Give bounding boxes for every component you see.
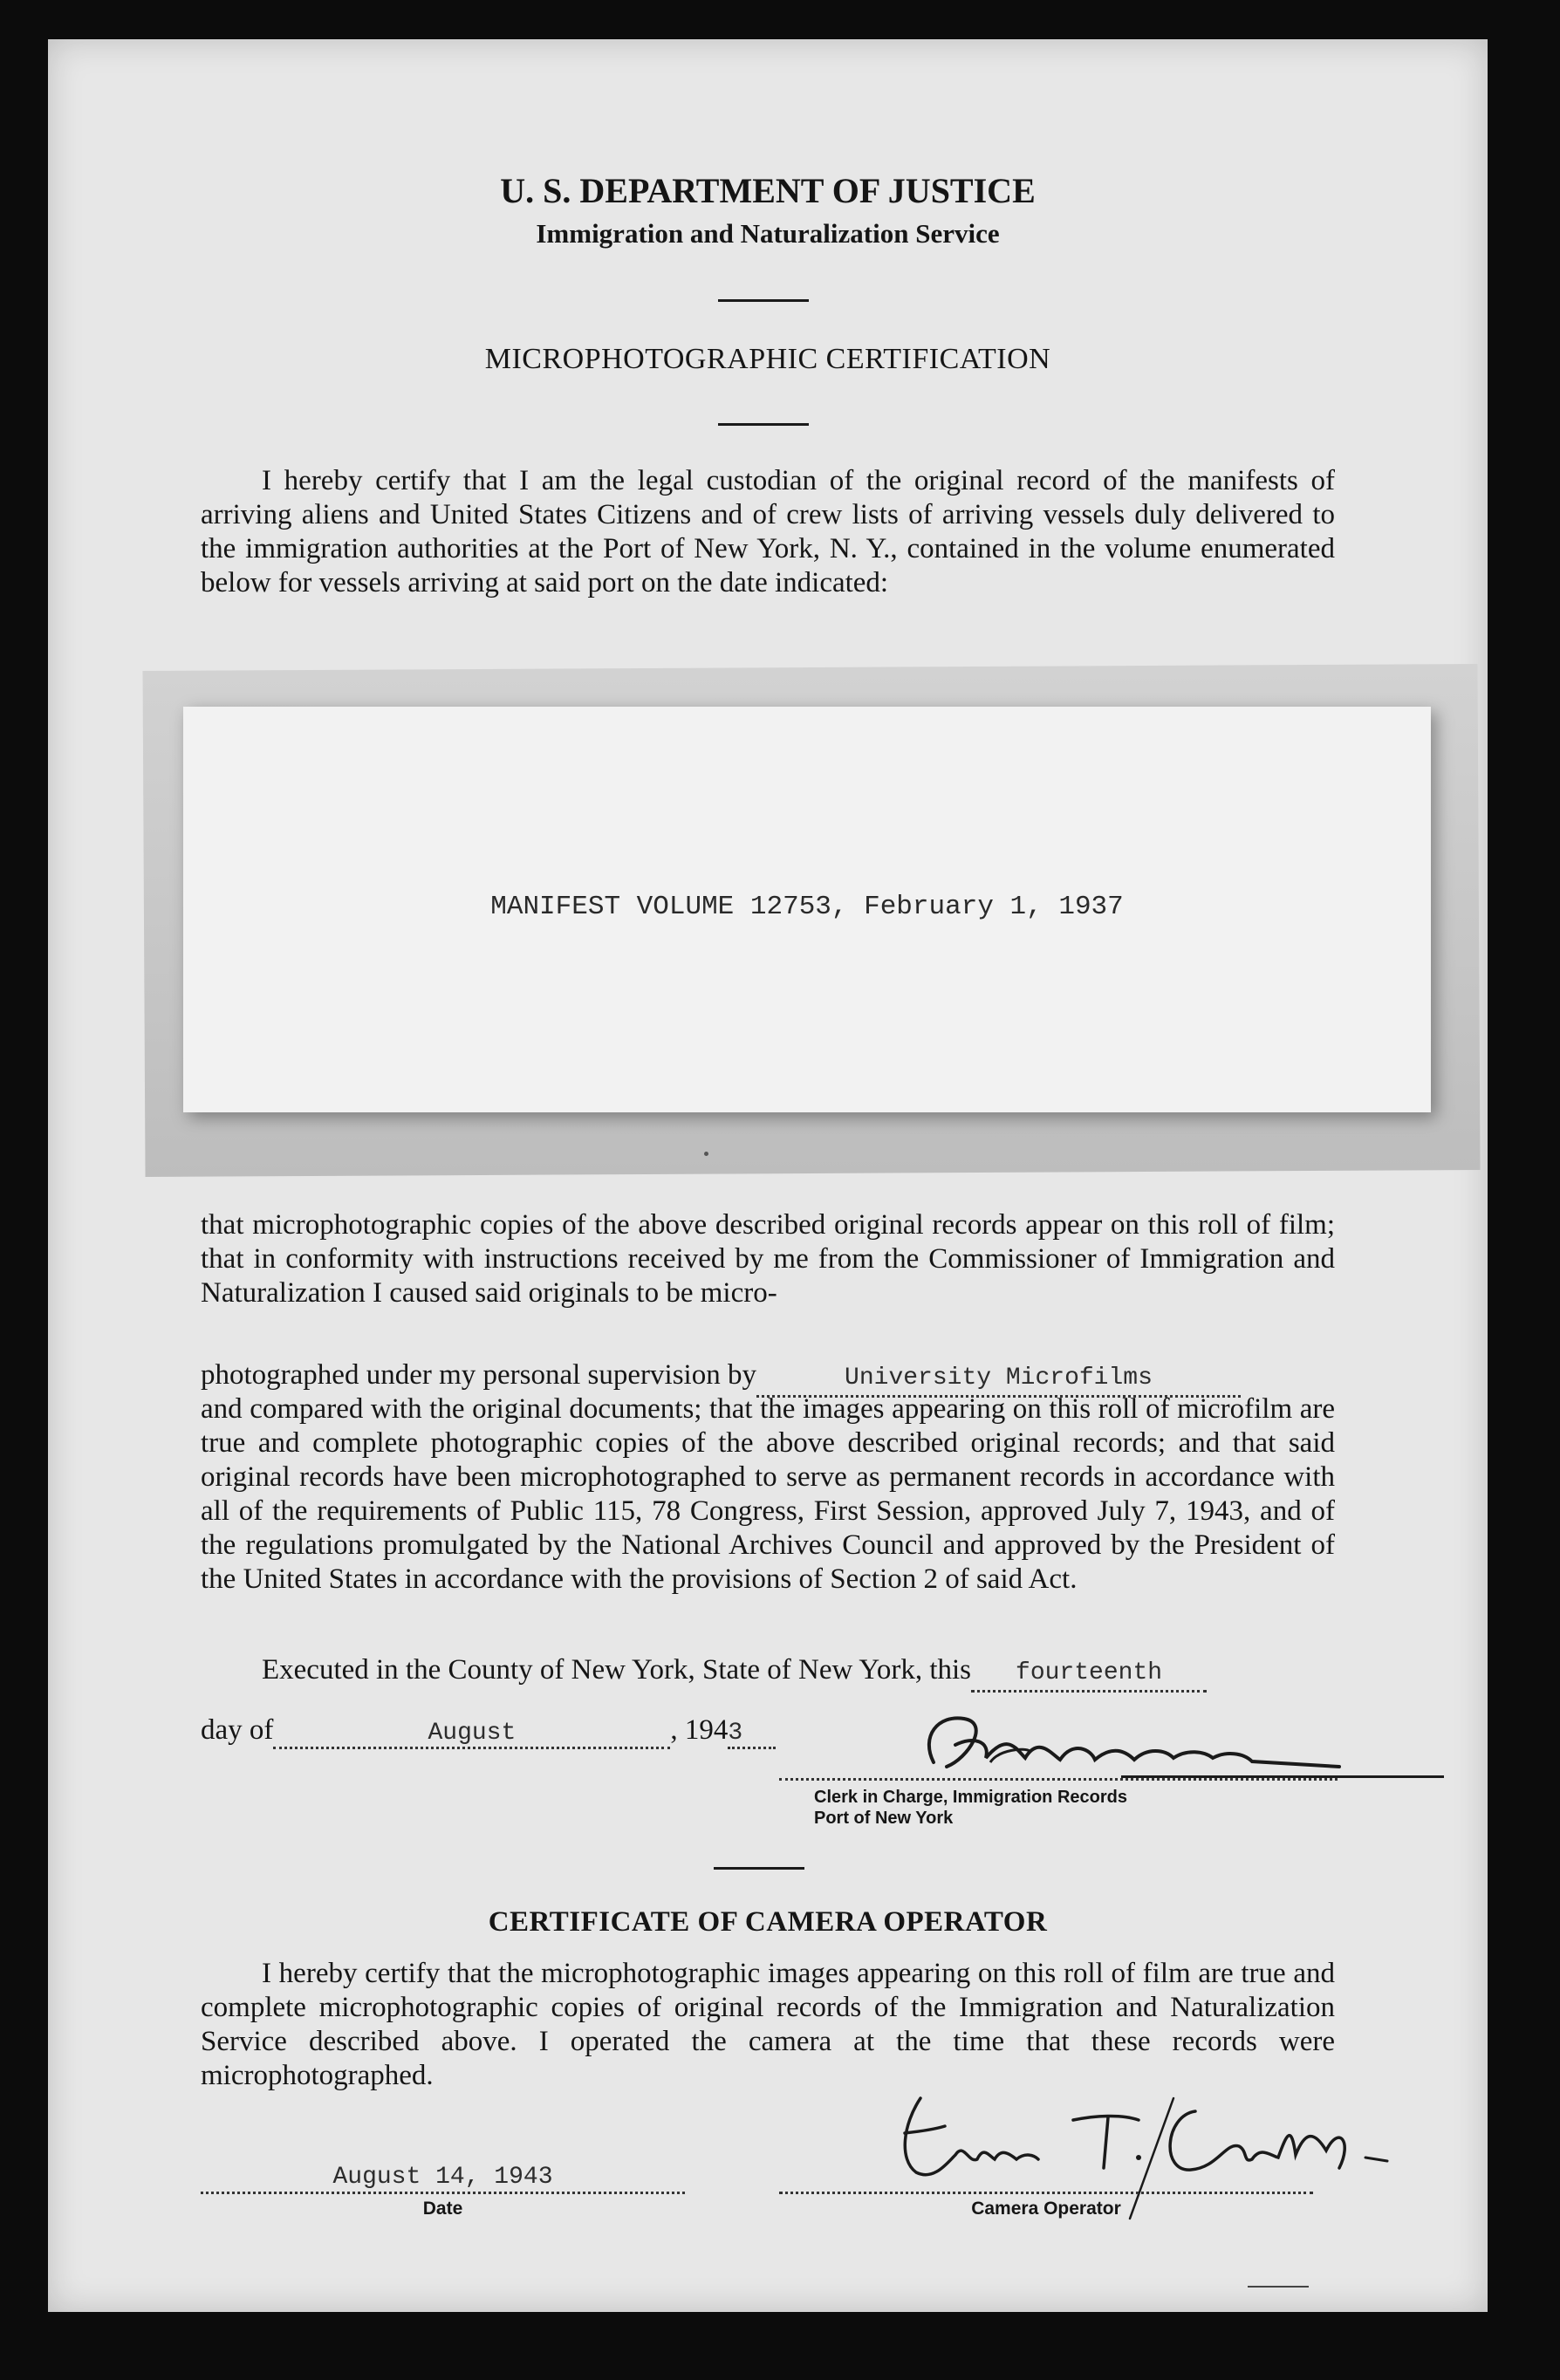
intro-text: I hereby certify that I am the legal custodian of the original record of the manifests of arriving aliens and United States Citizens and of crew lists of arriving vessels duly delivered to the immigration authorities at the Port of New York, N. Y., contained in the volume enumerated below for vessels arriving at said port on the date indicated: (201, 465, 1335, 598)
camera-operator-label: Camera Operator (971, 2199, 1121, 2219)
day-of-line (201, 1714, 776, 1749)
intro-paragraph (201, 464, 1335, 600)
clerk-title-line1: Clerk in Charge, Immigration Records (814, 1788, 1127, 1807)
manifest-slip (183, 707, 1431, 1112)
manifest-volume-text: MANIFEST VOLUME 12753, February 1, 1937 (490, 892, 1124, 922)
execution-day-field: fourteenth (971, 1656, 1207, 1693)
execution-year-field: 3 (728, 1720, 776, 1749)
camera-certificate-title: CERTIFICATE OF CAMERA OPERATOR (488, 1906, 1048, 1938)
date-label: Date (422, 2199, 463, 2219)
clerk-title (814, 1787, 1127, 1829)
divider-rule (718, 423, 809, 426)
body-text-part1: that microphotographic copies of the above described original records appear on this roll of film; that in conformity with instructions received by me from the Commissioner of Immigration and Naturalization I caused said originals to be micro- (201, 1209, 1335, 1309)
document-page (48, 39, 1488, 2312)
certification-title: MICROPHOTOGRAPHIC CERTIFICATION (484, 343, 1051, 375)
clerk-title-line2: Port of New York (814, 1809, 954, 1828)
department-heading: U. S. DEPARTMENT OF JUSTICE (500, 171, 1036, 210)
stray-mark (1248, 2286, 1309, 2288)
divider-rule (718, 299, 809, 302)
supervisor-field: University Microfilms (756, 1361, 1241, 1398)
body-paragraph (201, 1208, 1335, 1310)
speck-mark (704, 1152, 708, 1156)
service-subheading: Immigration and Naturalization Service (536, 218, 1000, 249)
supervision-prefix: photographed under my personal supervision by (201, 1359, 756, 1391)
date-field: August 14, 1943 (201, 2164, 685, 2194)
year-prefix: , 194 (670, 1714, 729, 1746)
body-paragraph-continued (201, 1392, 1335, 1597)
execution-line (201, 1653, 1352, 1693)
camera-operator-signature-line (779, 2192, 1313, 2194)
day-of-label: day of (201, 1714, 274, 1746)
body-text-part2: and compared with the original documents; that the images appearing on this roll of microfilm are true and complete photographic copies of the above described original records; and that said original records have been microphotographed to serve as permanent records in accordance with all of the requirements of Public 115, 78 Congress, First Session, approved July 7, 1943, and of the regulations promulgated by the National Archives Council and approved by the President of the United States in accordance with the provisions of Section 2 of said Act. (201, 1393, 1335, 1595)
signature-stroke (1121, 1775, 1444, 1778)
execution-month-field: August (273, 1720, 670, 1749)
clerk-signature-line (779, 1778, 1338, 1781)
divider-rule (714, 1867, 804, 1870)
camera-certificate-text: I hereby certify that the microphotographic images appearing on this roll of film are true and complete microphotographic copies of original records of the Immigration and Naturalization Service described above. I operated the camera at the time that these records were microphotographed. (201, 1958, 1335, 2091)
execution-prefix: Executed in the County of New York, State of New York, this (262, 1654, 972, 1686)
